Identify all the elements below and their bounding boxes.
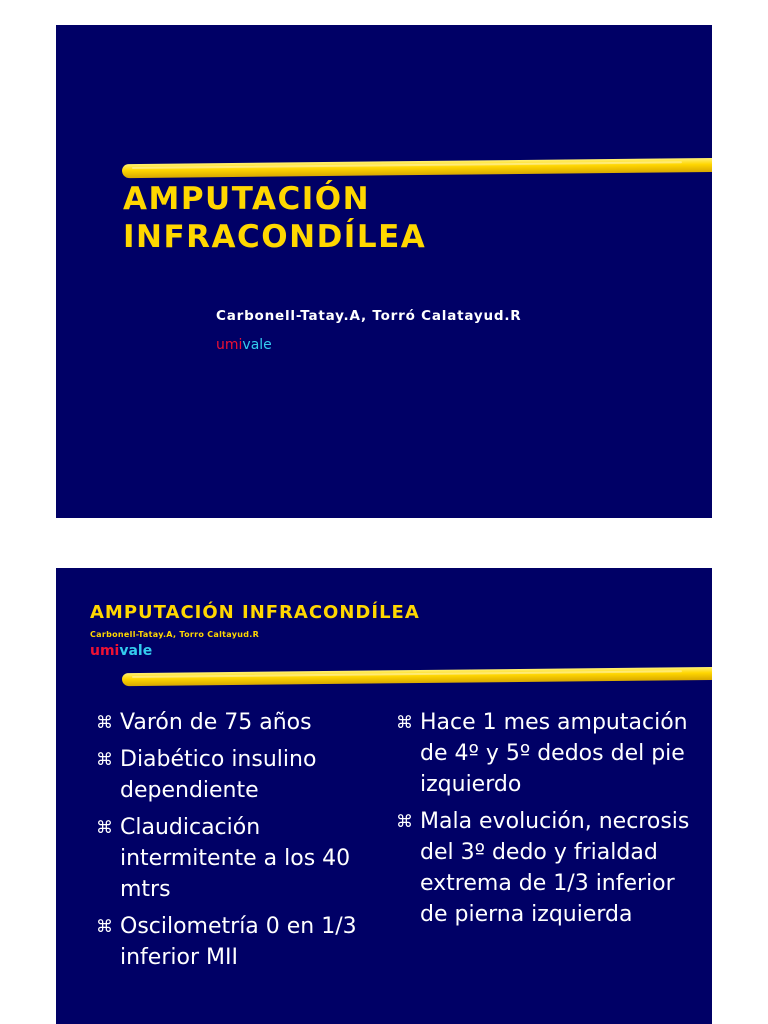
right-bullet-list (396, 707, 696, 936)
list-item (396, 707, 696, 800)
command-key-icon: ⌘ (96, 917, 113, 937)
slide-title (123, 180, 426, 256)
command-key-icon: ⌘ (96, 818, 113, 838)
umivale-logo (216, 337, 272, 353)
command-key-icon: ⌘ (96, 713, 113, 733)
left-bullet-list (96, 707, 396, 979)
authors: Carbonell-Tatay.A, Torro Caltayud.R (90, 630, 260, 639)
brand-umi: umi (90, 643, 120, 659)
brand-vale: vale (242, 337, 272, 353)
list-item-text: Oscilometría 0 en 1/3 inferior MII (120, 914, 357, 970)
content-slide (56, 568, 712, 1024)
umivale-logo (90, 643, 152, 659)
yellow-brush-stroke (122, 158, 712, 178)
slide-title: AMPUTACIÓN INFRACONDÍLEA (90, 602, 420, 623)
command-key-icon: ⌘ (396, 812, 413, 832)
command-key-icon: ⌘ (396, 713, 413, 733)
brand-umi: umi (216, 337, 243, 353)
list-item-text: Diabético insulino dependiente (120, 747, 317, 803)
list-item (96, 707, 396, 738)
list-item-text: Hace 1 mes amputación de 4º y 5º dedos del pie izquierdo (420, 710, 688, 797)
list-item (96, 744, 396, 806)
list-item-text: Varón de 75 años (120, 710, 312, 735)
yellow-brush-stroke (122, 667, 712, 686)
title-line-1: AMPUTACIÓN (123, 181, 371, 217)
brand-vale: vale (119, 643, 153, 659)
list-item (96, 911, 396, 973)
title-slide (56, 25, 712, 518)
authors: Carbonell-Tatay.A, Torró Calatayud.R (216, 308, 522, 324)
list-item-text: Mala evolución, necrosis del 3º dedo y frialdad extrema de 1/3 inferior de pierna izquierda (420, 809, 690, 927)
title-line-2: INFRACONDÍLEA (123, 219, 427, 255)
list-item (396, 806, 696, 930)
list-item (96, 812, 396, 905)
list-item-text: Claudicación intermitente a los 40 mtrs (120, 815, 351, 902)
command-key-icon: ⌘ (96, 750, 113, 770)
